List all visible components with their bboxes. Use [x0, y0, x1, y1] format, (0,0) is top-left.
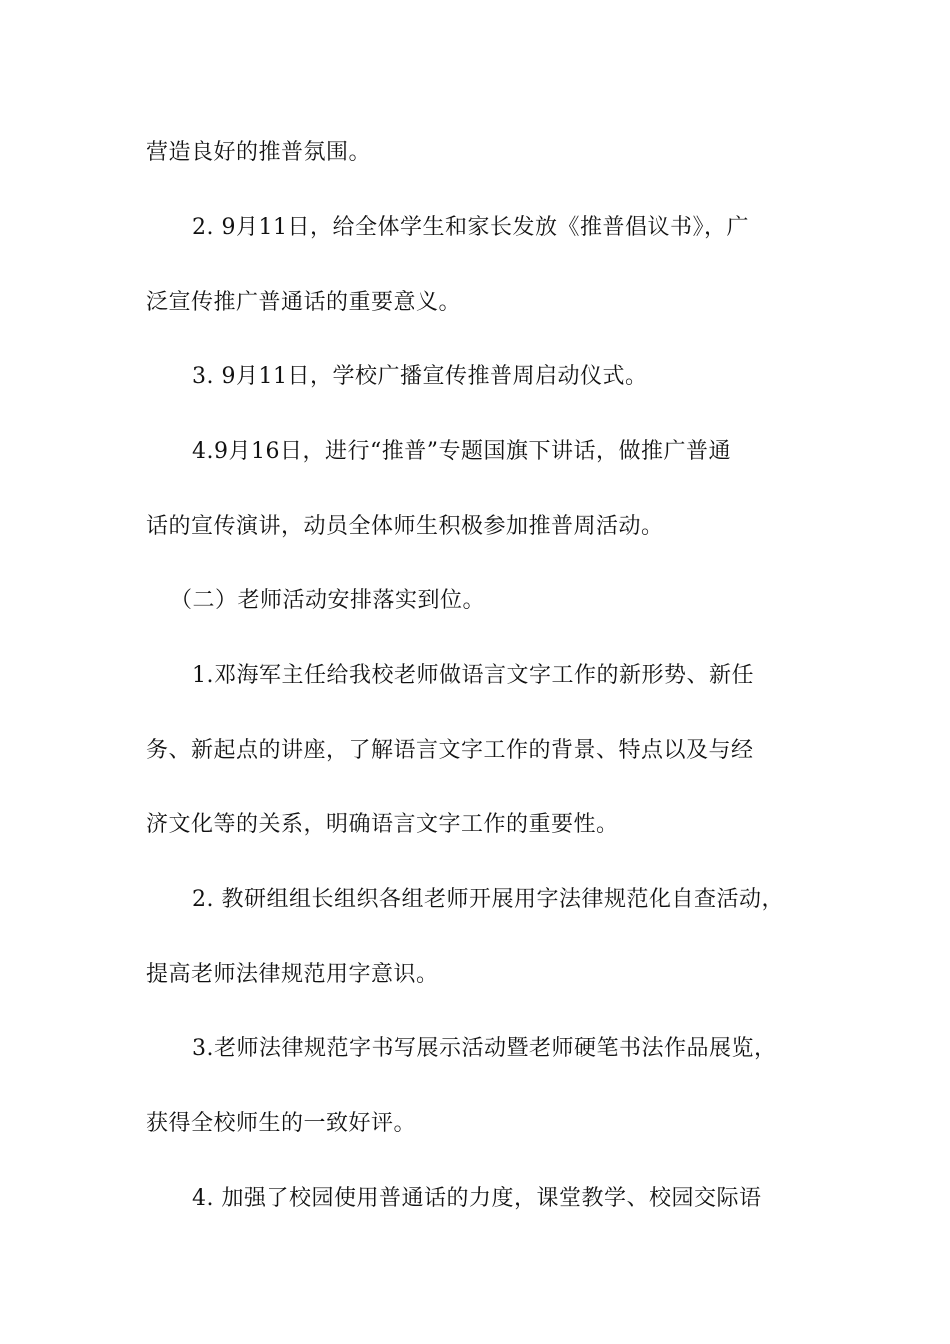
paragraph-line-2: 2. 9月11日，给全体学生和家长发放《推普倡议书》，广 [192, 215, 749, 240]
paragraph-line-14: 获得全校师生的一致好评。 [146, 1111, 417, 1136]
paragraph-line-6: 话的宣传演讲，动员全体师生积极参加推普周活动。 [146, 514, 664, 539]
paragraph-line-15: 4. 加强了校园使用普通话的力度，课堂教学、校园交际语 [192, 1186, 762, 1211]
section-heading: （二）老师活动安排落实到位。 [170, 588, 486, 613]
paragraph-line-9: 务、新起点的讲座，了解语言文字工作的背景、特点以及与经 [146, 738, 754, 763]
paragraph-line-1: 营造良好的推普氛围。 [146, 140, 372, 165]
paragraph-line-10: 济文化等的关系，明确语言文字工作的重要性。 [146, 812, 619, 837]
paragraph-line-13: 3.老师法律规范字书写展示活动暨老师硬笔书法作品展览， [192, 1036, 777, 1061]
paragraph-line-4: 3. 9月11日，学校广播宣传推普周启动仪式。 [192, 364, 648, 389]
paragraph-line-8: 1.邓海军主任给我校老师做语言文字工作的新形势、新任 [192, 663, 754, 688]
paragraph-line-12: 提高老师法律规范用字意识。 [146, 962, 439, 987]
paragraph-line-11: 2. 教研组组长组织各组老师开展用字法律规范化自查活动， [192, 887, 784, 912]
paragraph-line-3: 泛宣传推广普通话的重要意义。 [146, 290, 462, 315]
paragraph-line-5: 4.9月16日，进行“推普”专题国旗下讲话，做推广普通 [192, 439, 731, 464]
